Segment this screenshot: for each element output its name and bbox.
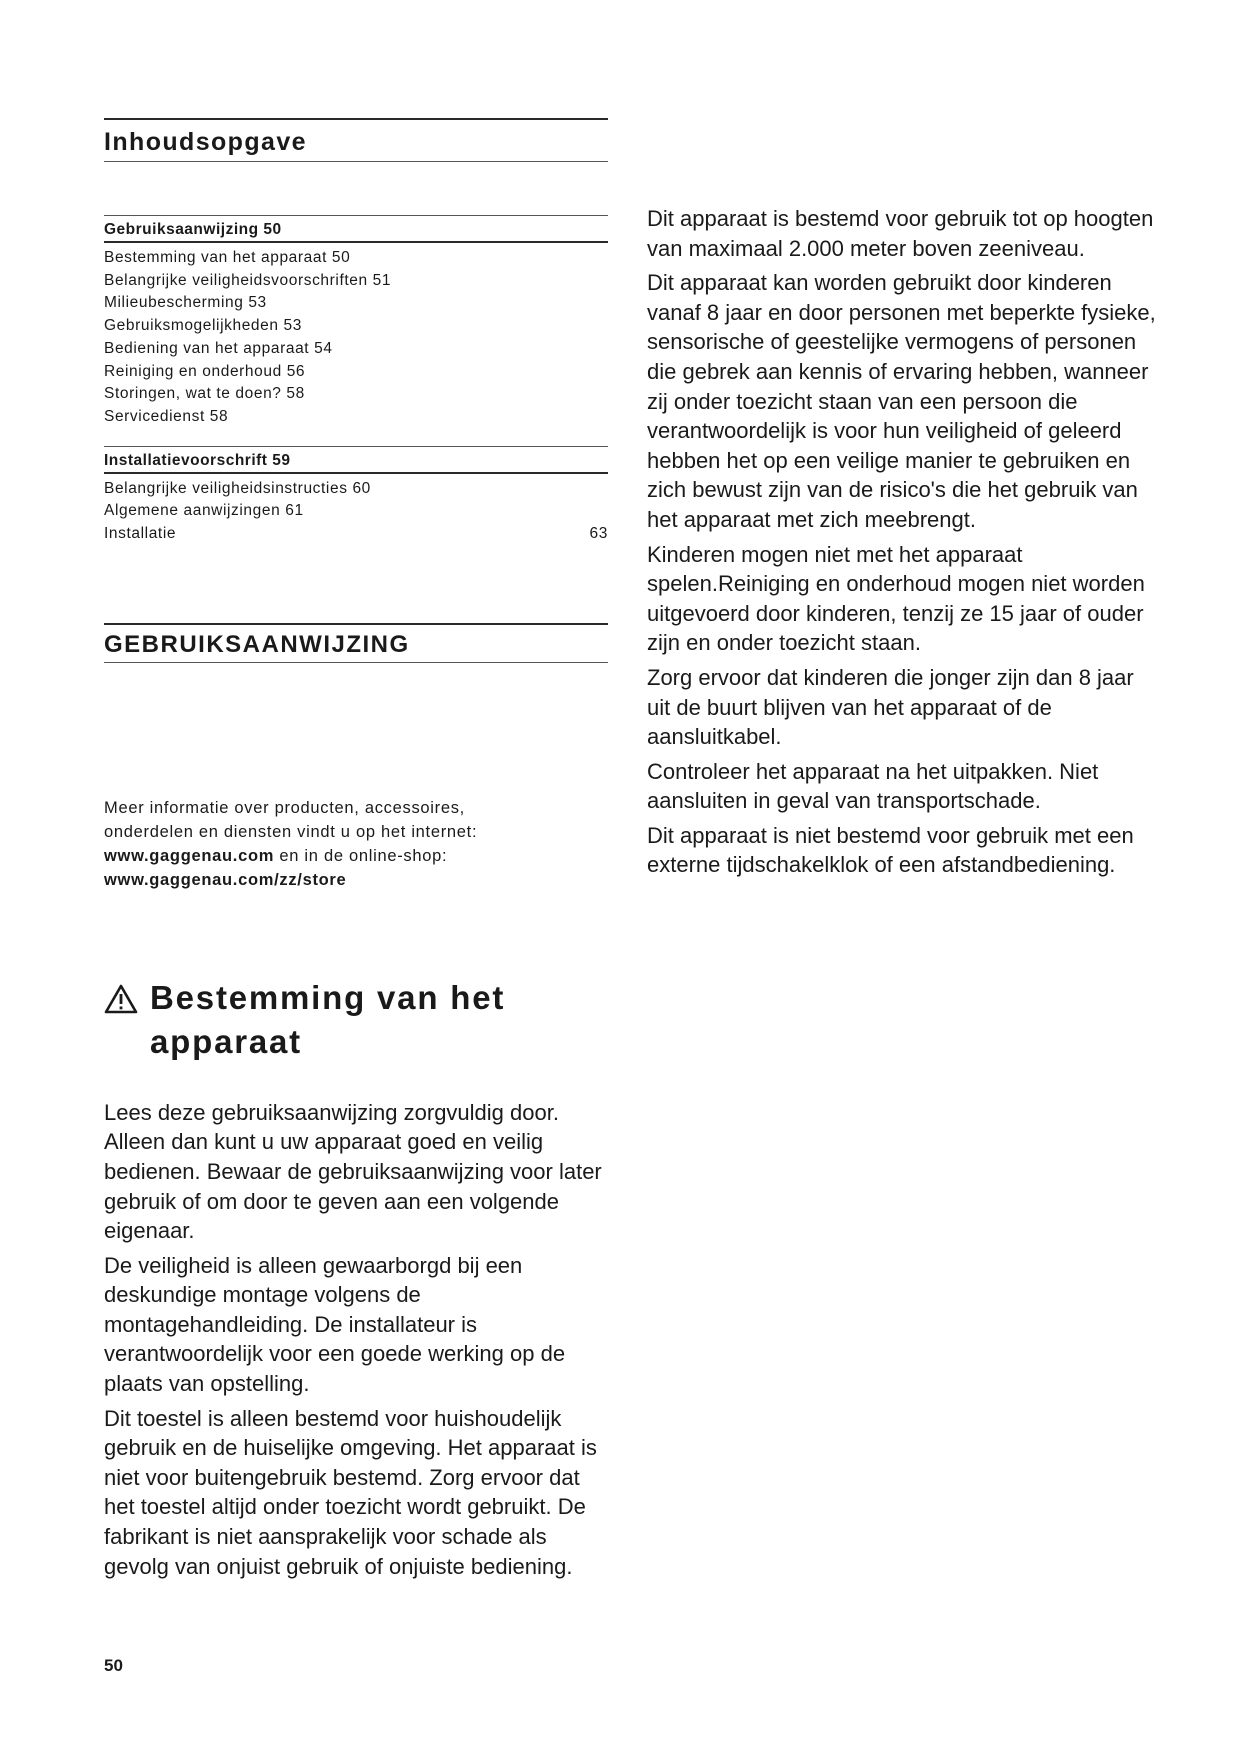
toc-section-installation: [104, 446, 608, 546]
warning-heading: Bestemming van het apparaat: [104, 976, 608, 1064]
toc-item[interactable]: Reiniging en onderhoud 56: [104, 362, 306, 380]
left-column: [104, 118, 608, 1586]
right-column: [647, 204, 1157, 885]
warning-triangle-icon: [104, 984, 138, 1014]
paragraph: Dit apparaat is niet bestemd voor gebruik met een externe tijdschakelklok of een afstandbediening.: [647, 822, 1134, 878]
toc-item[interactable]: Gebruiksmogelijkheden 53: [104, 317, 302, 335]
toc-item[interactable]: Belangrijke veiligheidsvoorschriften 51: [104, 271, 392, 289]
paragraph: Lees deze gebruiksaanwijzing zorgvuldig door. Alleen dan kunt u uw apparaat goed en veilig bedienen. Bewaar de gebruiksaanwijzing voor later gebruik of om door te geven aan een volgende eigenaar.: [104, 1099, 602, 1244]
paragraph: De veiligheid is alleen gewaarborgd bij een deskundige montage volgens de montagehandleiding. De installateur is verantwoordelijk voor een goede werking op de plaats van opstelling.: [104, 1252, 566, 1397]
section-heading: GEBRUIKSAANWIJZING: [104, 623, 608, 663]
toc-section-title[interactable]: Gebruiksaanwijzing 50: [104, 215, 608, 243]
toc-item[interactable]: Belangrijke veiligheidsinstructies 60: [104, 479, 371, 497]
page-number: 50: [104, 1656, 123, 1675]
left-body-text: [104, 1098, 608, 1582]
toc-item[interactable]: Servicedienst 58: [104, 407, 229, 425]
toc-item[interactable]: Bediening van het apparaat 54: [104, 339, 333, 357]
toc-item[interactable]: Storingen, wat te doen? 58: [104, 385, 305, 403]
paragraph: Zorg ervoor dat kinderen die jonger zijn dan 8 jaar uit de buurt blijven van het apparaat of de aansluitkabel.: [647, 664, 1134, 750]
toc-item-page: 63: [589, 525, 608, 543]
toc-item[interactable]: Installatie 63: [104, 523, 608, 546]
toc-section-usage: [104, 215, 608, 429]
info-text: Meer informatie over producten, accessoires, onderdelen en diensten vindt u op het internet: www.gaggenau.com en in de online-shop: www.gaggenau.com/zz/store: [104, 798, 478, 889]
paragraph: Dit toestel is alleen bestemd voor huishoudelijk gebruik en de huiselijke omgeving. Het apparaat is niet voor buitengebruik bestemd. Zorg ervoor dat het toestel altijd onder toezicht wordt gebruikt. De fabrikant is niet aansprakelijk voor schade als gevolg van onjuist gebruik of onjuiste bediening.: [104, 1405, 597, 1579]
paragraph: Controleer het apparaat na het uitpakken. Niet aansluiten in geval van transportschade.: [647, 758, 1099, 814]
paragraph: Dit apparaat kan worden gebruikt door kinderen vanaf 8 jaar en door personen met beperkte fysieke, sensorische of geestelijke vermogens of personen die gebrek aan kennis of ervaring hebben, wanneer zij onder toezicht staan van een persoon die verantwoordelijk is voor hun veiligheid of geleerd hebben het op een veilige manier te gebruiken en zich bewust zijn van de risico's die het gebruik van het apparaat met zich meebrengt.: [647, 270, 1156, 532]
store-link[interactable]: www.gaggenau.com/zz/store: [104, 870, 347, 889]
website-link[interactable]: www.gaggenau.com: [104, 846, 275, 865]
toc-item[interactable]: Milieubescherming 53: [104, 294, 267, 312]
toc-heading: Inhoudsopgave: [104, 118, 608, 162]
toc-item[interactable]: Bestemming van het apparaat 50: [104, 249, 351, 266]
toc-item[interactable]: Algemene aanwijzingen 61: [104, 502, 304, 520]
toc-section-title[interactable]: Installatievoorschrift 59: [104, 446, 608, 474]
paragraph: Dit apparaat is bestemd voor gebruik tot op hoogten van maximaal 2.000 meter boven zeeniveau.: [647, 206, 1154, 261]
paragraph: Kinderen mogen niet met het apparaat spelen.Reiniging en onderhoud mogen niet worden uitgevoerd door kinderen, tenzij ze 15 jaar of ouder zijn en onder toezicht staan.: [647, 541, 1145, 656]
